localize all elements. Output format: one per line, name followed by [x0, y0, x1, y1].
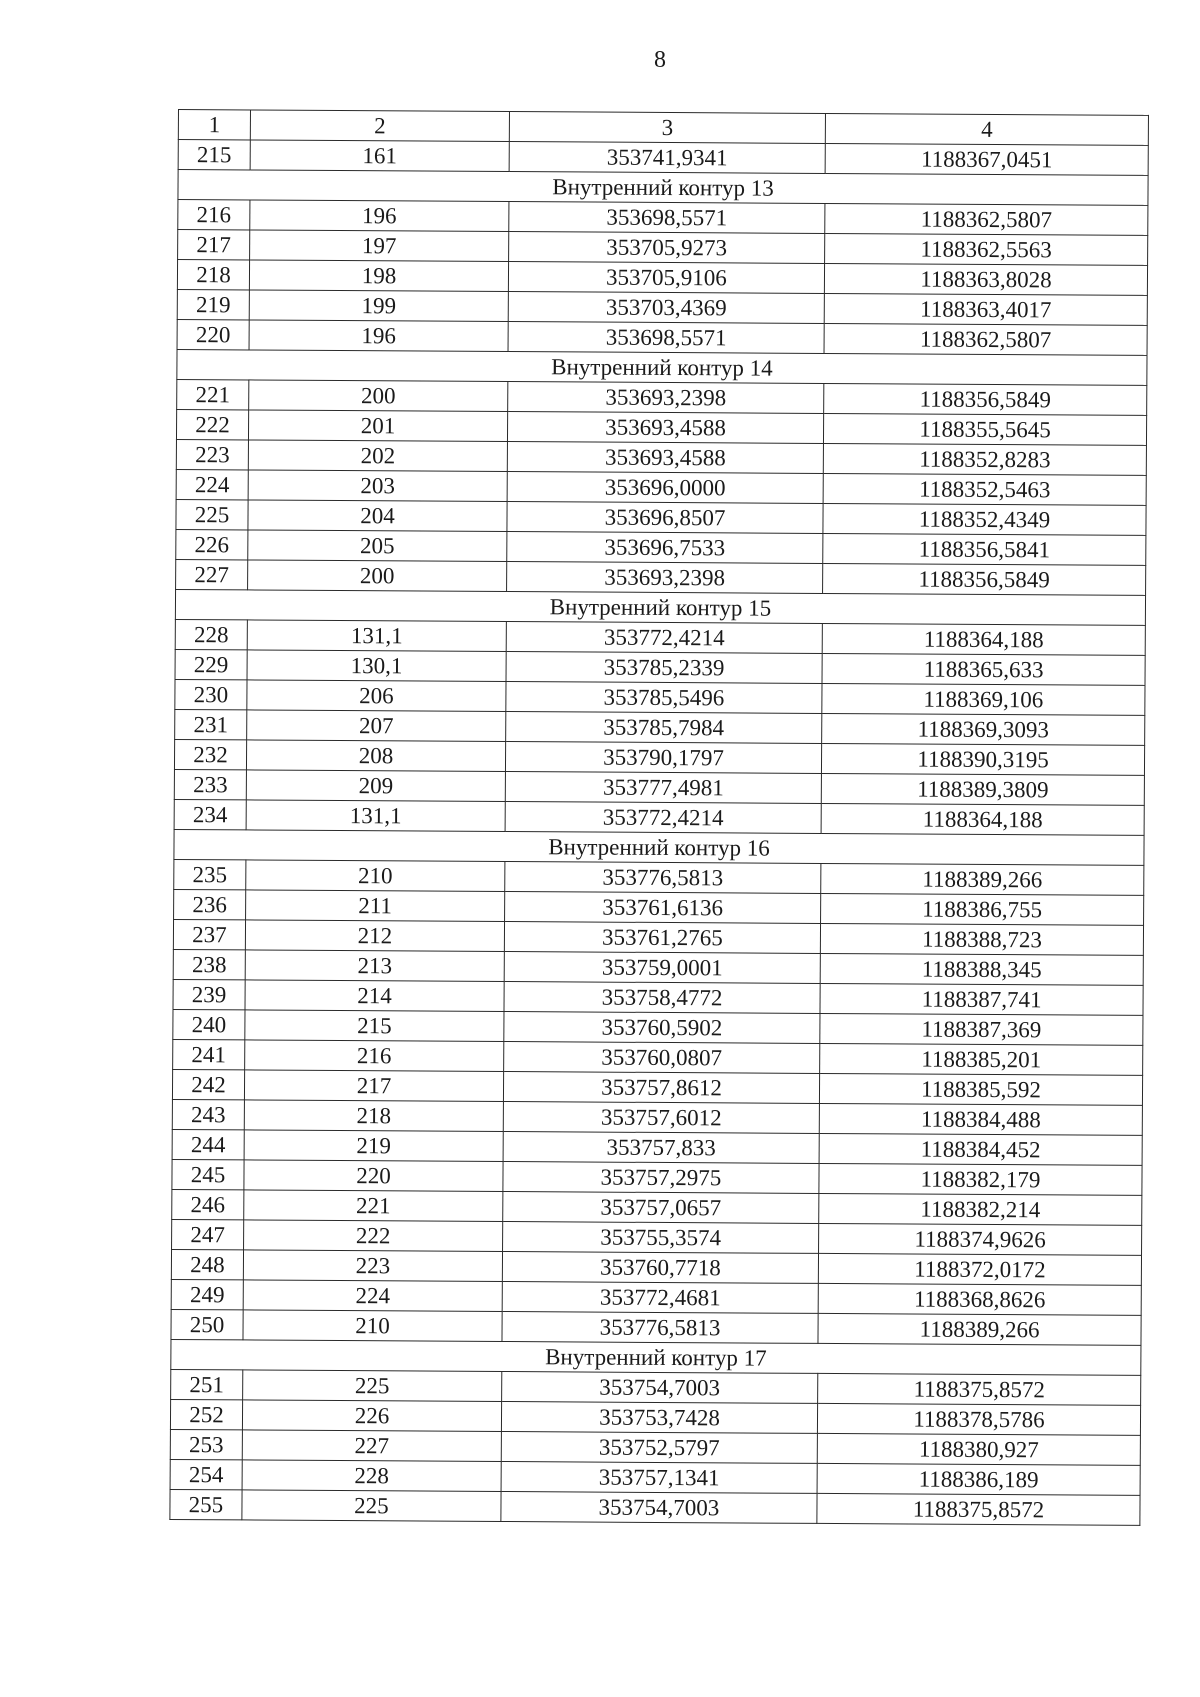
- row-number-cell: 230: [175, 679, 247, 709]
- x-coordinate-cell: 353754,7003: [502, 1372, 818, 1404]
- point-number-cell: 200: [249, 380, 508, 412]
- y-coordinate-cell: 1188355,5645: [823, 413, 1146, 445]
- row-number-cell: 242: [172, 1069, 244, 1099]
- y-coordinate-cell: 1188385,201: [820, 1043, 1143, 1075]
- row-number-cell: 238: [173, 949, 245, 979]
- y-coordinate-cell: 1188364,188: [821, 803, 1144, 835]
- y-coordinate-cell: 1188384,452: [819, 1133, 1142, 1165]
- y-coordinate-cell: 1188389,3809: [821, 773, 1144, 805]
- point-number-cell: 131,1: [246, 800, 505, 832]
- coordinates-table-body: [170, 110, 1149, 1526]
- y-coordinate-cell: 1188387,741: [820, 983, 1143, 1015]
- y-coordinate-cell: 1188375,8572: [817, 1493, 1140, 1525]
- x-coordinate-cell: 353757,8612: [503, 1072, 819, 1104]
- x-coordinate-cell: 353757,1341: [501, 1461, 817, 1493]
- row-number-cell: 226: [176, 529, 248, 559]
- y-coordinate-cell: 1188356,5849: [823, 563, 1146, 595]
- y-coordinate-cell: 1188367,0451: [825, 143, 1148, 175]
- point-number-cell: 208: [246, 740, 505, 772]
- y-coordinate-cell: 1188388,345: [820, 953, 1143, 985]
- row-number-cell: 229: [175, 649, 247, 679]
- x-coordinate-cell: 353696,8507: [507, 502, 823, 534]
- y-coordinate-cell: 1188382,214: [819, 1193, 1142, 1225]
- y-coordinate-cell: 1188385,592: [819, 1073, 1142, 1105]
- row-number-cell: 253: [170, 1429, 242, 1459]
- row-number-cell: 248: [171, 1249, 243, 1279]
- y-coordinate-cell: 1188362,5807: [825, 203, 1148, 235]
- y-coordinate-cell: 1188368,8626: [818, 1283, 1141, 1315]
- row-number-cell: 221: [177, 379, 249, 409]
- x-coordinate-cell: 353693,2398: [508, 382, 824, 414]
- row-number-cell: 218: [177, 260, 249, 290]
- point-number-cell: 210: [243, 1310, 502, 1342]
- x-coordinate-cell: 353760,5902: [504, 1012, 820, 1044]
- y-coordinate-cell: 1188374,9626: [819, 1223, 1142, 1255]
- x-coordinate-cell: 353757,833: [503, 1132, 819, 1164]
- row-number-cell: 222: [176, 409, 248, 439]
- column-header: 2: [250, 110, 509, 142]
- x-coordinate-cell: 353698,5571: [508, 322, 824, 354]
- y-coordinate-cell: 1188362,5563: [825, 233, 1148, 265]
- row-number-cell: 237: [173, 919, 245, 949]
- point-number-cell: 224: [243, 1280, 502, 1312]
- point-number-cell: 220: [244, 1160, 503, 1192]
- x-coordinate-cell: 353761,2765: [504, 922, 820, 954]
- row-number-cell: 216: [178, 200, 250, 230]
- x-coordinate-cell: 353741,9341: [509, 142, 825, 174]
- point-number-cell: 197: [250, 230, 509, 262]
- row-number-cell: 228: [175, 619, 247, 649]
- point-number-cell: 205: [248, 530, 507, 562]
- x-coordinate-cell: 353754,7003: [501, 1491, 817, 1523]
- row-number-cell: 235: [174, 859, 246, 889]
- column-header: 4: [825, 113, 1148, 145]
- point-number-cell: 216: [245, 1040, 504, 1072]
- contour-title: Внутренний контур 13: [178, 170, 1148, 206]
- row-number-cell: 225: [176, 499, 248, 529]
- x-coordinate-cell: 353761,6136: [505, 892, 821, 924]
- row-number-cell: 254: [170, 1459, 242, 1489]
- x-coordinate-cell: 353752,5797: [501, 1432, 817, 1464]
- point-number-cell: 202: [248, 440, 507, 472]
- x-coordinate-cell: 353790,1797: [505, 742, 821, 774]
- row-number-cell: 232: [174, 739, 246, 769]
- x-coordinate-cell: 353772,4681: [502, 1282, 818, 1314]
- column-header: 1: [178, 110, 250, 140]
- row-number-cell: 250: [171, 1309, 243, 1339]
- row-number-cell: 227: [176, 559, 248, 589]
- contour-title: Внутренний контур 17: [171, 1339, 1141, 1375]
- point-number-cell: 201: [248, 410, 507, 442]
- y-coordinate-cell: 1188386,189: [817, 1463, 1140, 1495]
- point-number-cell: 222: [244, 1220, 503, 1252]
- point-number-cell: 210: [246, 860, 505, 892]
- y-coordinate-cell: 1188386,755: [821, 893, 1144, 925]
- row-number-cell: 223: [176, 439, 248, 469]
- y-coordinate-cell: 1188387,369: [820, 1013, 1143, 1045]
- y-coordinate-cell: 1188352,4349: [823, 503, 1146, 535]
- point-number-cell: 161: [250, 140, 509, 172]
- x-coordinate-cell: 353758,4772: [504, 982, 820, 1014]
- x-coordinate-cell: 353777,4981: [505, 772, 821, 804]
- x-coordinate-cell: 353703,4369: [508, 292, 824, 324]
- x-coordinate-cell: 353785,5496: [506, 682, 822, 714]
- coordinates-table: [169, 109, 1149, 1526]
- x-coordinate-cell: 353757,2975: [503, 1162, 819, 1194]
- y-coordinate-cell: 1188352,5463: [823, 473, 1146, 505]
- y-coordinate-cell: 1188356,5841: [823, 533, 1146, 565]
- row-number-cell: 217: [178, 230, 250, 260]
- x-coordinate-cell: 353776,5813: [502, 1312, 818, 1344]
- y-coordinate-cell: 1188364,188: [822, 623, 1145, 655]
- point-number-cell: 214: [245, 980, 504, 1012]
- row-number-cell: 245: [172, 1159, 244, 1189]
- point-number-cell: 227: [242, 1430, 501, 1462]
- x-coordinate-cell: 353696,0000: [507, 472, 823, 504]
- x-coordinate-cell: 353705,9273: [509, 232, 825, 264]
- row-number-cell: 239: [173, 979, 245, 1009]
- point-number-cell: 131,1: [247, 620, 506, 652]
- row-number-cell: 233: [174, 769, 246, 799]
- point-number-cell: 228: [242, 1460, 501, 1492]
- row-number-cell: 251: [171, 1369, 243, 1399]
- point-number-cell: 213: [245, 950, 504, 982]
- table-row: [170, 1489, 1140, 1525]
- point-number-cell: 200: [248, 560, 507, 592]
- x-coordinate-cell: 353760,0807: [504, 1042, 820, 1074]
- y-coordinate-cell: 1188389,266: [821, 863, 1144, 895]
- point-number-cell: 198: [249, 260, 508, 292]
- y-coordinate-cell: 1188369,3093: [822, 713, 1145, 745]
- y-coordinate-cell: 1188356,5849: [824, 383, 1147, 415]
- y-coordinate-cell: 1188378,5786: [817, 1403, 1140, 1435]
- x-coordinate-cell: 353785,2339: [506, 652, 822, 684]
- row-number-cell: 220: [177, 319, 249, 349]
- x-coordinate-cell: 353705,9106: [508, 262, 824, 294]
- point-number-cell: 204: [248, 500, 507, 532]
- x-coordinate-cell: 353757,6012: [503, 1102, 819, 1134]
- y-coordinate-cell: 1188365,633: [822, 653, 1145, 685]
- point-number-cell: 196: [250, 200, 509, 232]
- x-coordinate-cell: 353757,0657: [503, 1192, 819, 1224]
- x-coordinate-cell: 353759,0001: [504, 952, 820, 984]
- row-number-cell: 249: [171, 1279, 243, 1309]
- x-coordinate-cell: 353760,7718: [502, 1252, 818, 1284]
- x-coordinate-cell: 353772,4214: [506, 622, 822, 654]
- x-coordinate-cell: 353696,7533: [507, 532, 823, 564]
- contour-title: Внутренний контур 15: [175, 589, 1145, 625]
- row-number-cell: 231: [175, 709, 247, 739]
- row-number-cell: 224: [176, 469, 248, 499]
- row-number-cell: 240: [173, 1009, 245, 1039]
- x-coordinate-cell: 353698,5571: [509, 202, 825, 234]
- y-coordinate-cell: 1188372,0172: [818, 1253, 1141, 1285]
- point-number-cell: 196: [249, 320, 508, 352]
- point-number-cell: 199: [249, 290, 508, 322]
- contour-title: Внутренний контур 16: [174, 829, 1144, 865]
- row-number-cell: 219: [177, 289, 249, 319]
- contour-title: Внутренний контур 14: [177, 349, 1147, 385]
- y-coordinate-cell: 1188390,3195: [821, 743, 1144, 775]
- row-number-cell: 244: [172, 1129, 244, 1159]
- point-number-cell: 207: [247, 710, 506, 742]
- point-number-cell: 206: [247, 680, 506, 712]
- point-number-cell: 209: [246, 770, 505, 802]
- point-number-cell: 217: [244, 1070, 503, 1102]
- row-number-cell: 234: [174, 799, 246, 829]
- x-coordinate-cell: 353753,7428: [501, 1402, 817, 1434]
- y-coordinate-cell: 1188362,5807: [824, 323, 1147, 355]
- row-number-cell: 243: [172, 1099, 244, 1129]
- x-coordinate-cell: 353693,2398: [507, 562, 823, 594]
- point-number-cell: 226: [242, 1400, 501, 1432]
- y-coordinate-cell: 1188375,8572: [818, 1373, 1141, 1405]
- y-coordinate-cell: 1188382,179: [819, 1163, 1142, 1195]
- point-number-cell: 215: [245, 1010, 504, 1042]
- x-coordinate-cell: 353785,7984: [506, 712, 822, 744]
- row-number-cell: 241: [173, 1039, 245, 1069]
- x-coordinate-cell: 353755,3574: [503, 1222, 819, 1254]
- point-number-cell: 219: [244, 1130, 503, 1162]
- y-coordinate-cell: 1188388,723: [820, 923, 1143, 955]
- point-number-cell: 211: [246, 890, 505, 922]
- x-coordinate-cell: 353776,5813: [505, 862, 821, 894]
- point-number-cell: 221: [244, 1190, 503, 1222]
- point-number-cell: 225: [243, 1370, 502, 1402]
- y-coordinate-cell: 1188384,488: [819, 1103, 1142, 1135]
- point-number-cell: 203: [248, 470, 507, 502]
- x-coordinate-cell: 353772,4214: [505, 802, 821, 834]
- y-coordinate-cell: 1188389,266: [818, 1313, 1141, 1345]
- x-coordinate-cell: 353693,4588: [507, 442, 823, 474]
- point-number-cell: 223: [243, 1250, 502, 1282]
- point-number-cell: 225: [242, 1490, 501, 1522]
- row-number-cell: 255: [170, 1489, 242, 1519]
- y-coordinate-cell: 1188369,106: [822, 683, 1145, 715]
- row-number-cell: 247: [172, 1219, 244, 1249]
- y-coordinate-cell: 1188352,8283: [823, 443, 1146, 475]
- row-number-cell: 252: [170, 1399, 242, 1429]
- row-number-cell: 215: [178, 140, 250, 170]
- point-number-cell: 130,1: [247, 650, 506, 682]
- column-header: 3: [509, 112, 825, 144]
- page-number: 8: [654, 47, 666, 73]
- point-number-cell: 218: [244, 1100, 503, 1132]
- y-coordinate-cell: 1188380,927: [817, 1433, 1140, 1465]
- x-coordinate-cell: 353693,4588: [507, 412, 823, 444]
- row-number-cell: 236: [174, 889, 246, 919]
- row-number-cell: 246: [172, 1189, 244, 1219]
- point-number-cell: 212: [245, 920, 504, 952]
- y-coordinate-cell: 1188363,4017: [824, 293, 1147, 325]
- y-coordinate-cell: 1188363,8028: [824, 263, 1147, 295]
